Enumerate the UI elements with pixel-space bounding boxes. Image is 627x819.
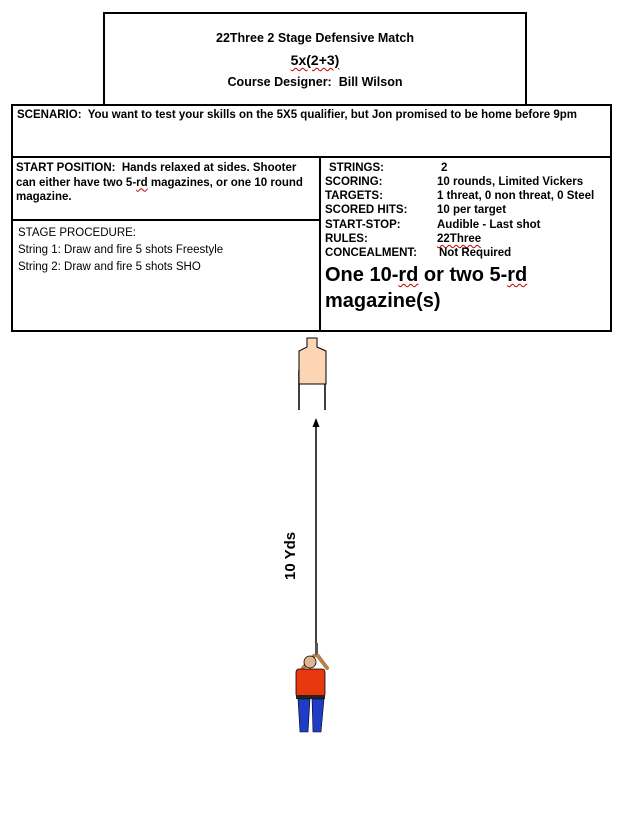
stage-procedure-label: STAGE PROCEDURE: [18,227,136,239]
distance-label: 10 Yds [282,531,299,580]
course-designer: Course Designer: Bill Wilson [227,75,403,89]
match-title: 22Three 2 Stage Defensive Match [216,31,414,45]
shooter-head [304,656,316,668]
scenario-label: SCENARIO: [17,109,82,121]
info-row-start-stop: START-STOP: Audible - Last shot [325,219,541,231]
target-icon [299,338,326,410]
shooter-icon [296,643,327,732]
shooter-shirt [296,669,325,697]
arrow-head-icon [313,418,320,427]
info-row-rules: RULES: 22Three [325,233,482,245]
info-row-scored-hits: SCORED HITS: 10 per target [325,204,507,216]
procedure-string-2: String 2: Draw and fire 5 shots SHO [18,261,201,273]
start-position-label: START POSITION: [16,162,116,174]
info-row-concealment: CONCEALMENT: Not Required [325,247,512,259]
course-format: 5x(2+3) [290,52,340,68]
procedure-string-1: String 1: Draw and fire 5 shots Freestyle [18,244,224,256]
distance-arrow [313,418,320,648]
target-silhouette [299,338,326,384]
info-row-strings: STRINGS: 2 [329,162,448,174]
info-row-scoring: SCORING: 10 rounds, Limited Vickers [325,176,584,188]
shooter-belt [296,695,325,699]
start-position-text: Hands relaxed at sides. Shooter can either have two 5-rd magazines, or one 10 round magazine. [16,162,303,203]
info-row-targets: TARGETS: 1 threat, 0 non threat, 0 Steel [325,190,595,202]
shooter-pants [298,699,324,732]
magazine-note: One 10-rd or two 5-rd magazine(s) [325,264,528,312]
scenario-text: You want to test your skills on the 5X5 qualifier, but Jon promised to be home before 9pm [87,109,577,121]
